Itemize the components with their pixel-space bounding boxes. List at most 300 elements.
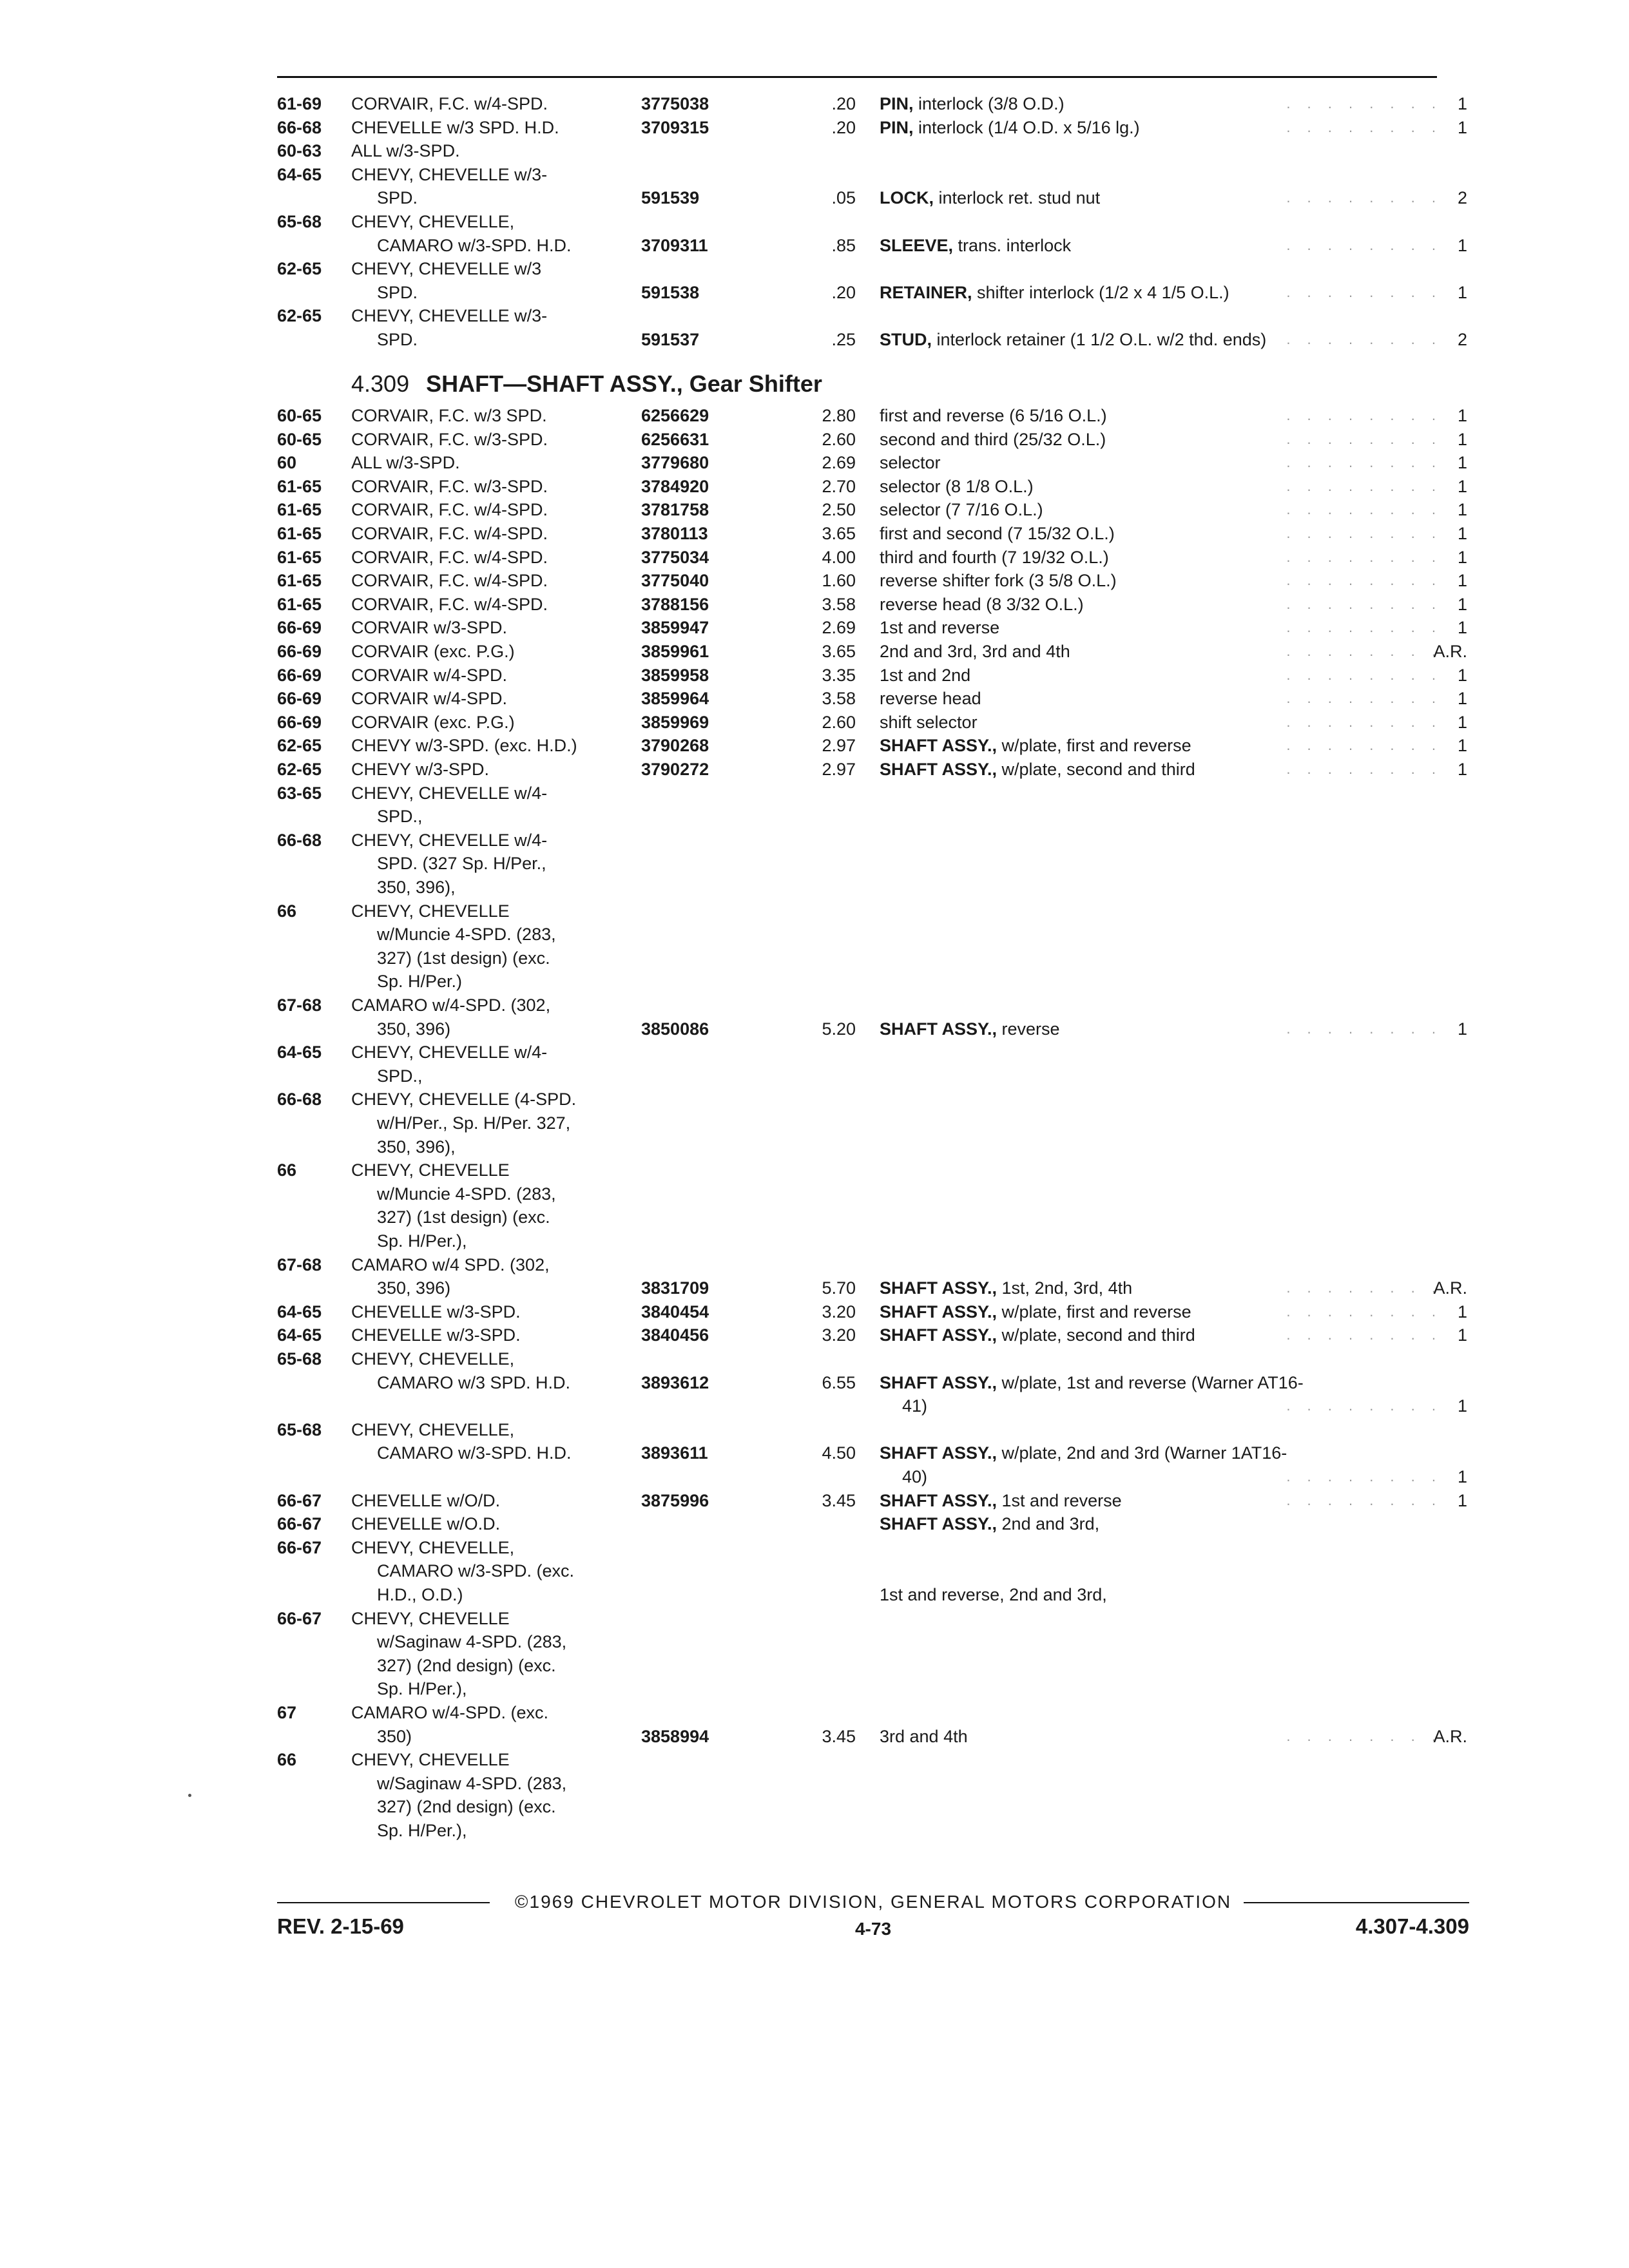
price: 3.58 bbox=[822, 689, 856, 709]
section-code: 4.309 bbox=[351, 370, 410, 397]
part-detail: 1st and reverse bbox=[997, 1490, 1122, 1510]
application: SPD., bbox=[377, 807, 423, 827]
leader-dots: . . . . . . . . bbox=[1286, 713, 1442, 730]
part-number: 3709311 bbox=[641, 235, 708, 255]
part-description bbox=[880, 711, 978, 733]
table-row bbox=[0, 428, 1629, 450]
part-name: RETAINER, bbox=[880, 282, 972, 302]
part-number: 3709315 bbox=[641, 117, 709, 137]
model-years: 64-65 bbox=[277, 1043, 322, 1062]
table-row bbox=[0, 570, 1629, 591]
part-name: SHAFT ASSY., bbox=[880, 1325, 998, 1345]
part-description bbox=[880, 282, 1229, 303]
part-description bbox=[880, 329, 1266, 351]
application: SPD. bbox=[377, 188, 418, 208]
model-years: 64-65 bbox=[277, 164, 322, 184]
part-number: 3779680 bbox=[641, 453, 709, 473]
table-row bbox=[0, 829, 1629, 851]
part-number: 3780113 bbox=[641, 524, 708, 543]
leader-dots: . . . . . . . . bbox=[1286, 1492, 1442, 1508]
table-row bbox=[0, 1466, 1629, 1488]
copyright-footer bbox=[277, 1889, 1469, 1915]
price: 2.69 bbox=[822, 453, 856, 473]
application: CORVAIR (exc. P.G.) bbox=[351, 642, 515, 661]
table-row bbox=[0, 1277, 1629, 1299]
price: 3.58 bbox=[822, 594, 856, 614]
price: 2.97 bbox=[822, 736, 856, 756]
table-row bbox=[0, 1065, 1629, 1087]
quantity: 1 bbox=[1457, 594, 1467, 614]
model-years: 62-65 bbox=[277, 760, 322, 779]
table-row bbox=[0, 1702, 1629, 1724]
application: Sp. H/Per.), bbox=[377, 1821, 467, 1840]
table-row bbox=[0, 1820, 1629, 1841]
part-name: SLEEVE, bbox=[880, 235, 954, 255]
part-detail: reverse shifter fork (3 5/8 O.L.) bbox=[880, 571, 1117, 591]
part-number: 591539 bbox=[641, 188, 700, 208]
price: 2.70 bbox=[822, 476, 856, 496]
table-row bbox=[0, 1018, 1629, 1040]
application: CORVAIR, F.C. w/4-SPD. bbox=[351, 547, 548, 567]
application: w/Saginaw 4-SPD. (283, bbox=[377, 1773, 567, 1793]
model-years: 61-65 bbox=[277, 571, 322, 591]
application: CAMARO w/3 SPD. H.D. bbox=[377, 1372, 571, 1392]
application: 350) bbox=[377, 1726, 412, 1746]
application: CHEVY, CHEVELLE bbox=[351, 1160, 510, 1180]
table-row bbox=[0, 758, 1629, 780]
part-name: PIN, bbox=[880, 117, 914, 137]
model-years: 62-65 bbox=[277, 736, 322, 756]
model-years: 66-67 bbox=[277, 1490, 322, 1510]
quantity: 1 bbox=[1457, 235, 1467, 255]
part-description bbox=[880, 735, 1191, 756]
application: 350, 396), bbox=[377, 878, 456, 897]
table-row bbox=[0, 735, 1629, 756]
model-years: 65-68 bbox=[277, 212, 322, 231]
table-row bbox=[0, 805, 1629, 827]
leader-dots: . . . . . . . . bbox=[1286, 619, 1442, 636]
quantity: 1 bbox=[1457, 736, 1467, 756]
application: 350, 396), bbox=[377, 1137, 456, 1157]
part-name: SHAFT ASSY., bbox=[880, 736, 998, 756]
part-description bbox=[880, 405, 1107, 427]
price: 2.97 bbox=[822, 760, 856, 779]
table-row bbox=[0, 140, 1629, 162]
model-years: 60-63 bbox=[277, 141, 322, 161]
table-row bbox=[0, 1112, 1629, 1134]
leader-dots: . . . . . . . . bbox=[1286, 737, 1442, 754]
part-description bbox=[880, 617, 999, 639]
model-years: 63-65 bbox=[277, 783, 322, 803]
model-years: 66-67 bbox=[277, 1537, 322, 1557]
application: SPD., bbox=[377, 1066, 423, 1086]
leader-dots: . . . . . . . . bbox=[1286, 236, 1442, 253]
part-description bbox=[880, 452, 941, 474]
model-years: 67-68 bbox=[277, 1254, 322, 1274]
application: CHEVY, CHEVELLE w/3- bbox=[351, 164, 548, 184]
part-detail: first and second (7 15/32 O.L.) bbox=[880, 524, 1115, 543]
leader-dots: . . . . . . . . bbox=[1286, 595, 1442, 612]
part-detail: first and reverse (6 5/16 O.L.) bbox=[880, 406, 1107, 425]
application: 327) (1st design) (exc. bbox=[377, 1207, 550, 1227]
model-years: 62-65 bbox=[277, 306, 322, 326]
price: .20 bbox=[831, 117, 856, 137]
part-description bbox=[880, 1277, 1132, 1299]
table-row bbox=[0, 499, 1629, 521]
price: 1.60 bbox=[822, 571, 856, 591]
part-name: SHAFT ASSY., bbox=[880, 1019, 998, 1039]
table-row bbox=[0, 1254, 1629, 1276]
part-number: 3850086 bbox=[641, 1019, 709, 1039]
quantity: 1 bbox=[1457, 1467, 1467, 1486]
table-row bbox=[0, 1159, 1629, 1181]
section-range: 4.307-4.309 bbox=[1355, 1914, 1469, 1938]
application: 350, 396) bbox=[377, 1278, 451, 1298]
part-name: SHAFT ASSY., bbox=[880, 760, 998, 779]
part-description bbox=[880, 428, 1106, 450]
price: 3.35 bbox=[822, 665, 856, 685]
part-name: SHAFT ASSY., bbox=[880, 1443, 998, 1463]
part-description bbox=[880, 1018, 1060, 1040]
part-description bbox=[880, 235, 1071, 256]
table-row bbox=[0, 476, 1629, 497]
table-row bbox=[0, 117, 1629, 139]
application: CHEVELLE w/3-SPD. bbox=[351, 1325, 521, 1345]
table-row bbox=[0, 523, 1629, 544]
part-detail: selector bbox=[880, 453, 941, 473]
part-detail: third and fourth (7 19/32 O.L.) bbox=[880, 547, 1109, 567]
application: Sp. H/Per.), bbox=[377, 1231, 467, 1251]
table-row bbox=[0, 711, 1629, 733]
application: CAMARO w/3-SPD. H.D. bbox=[377, 235, 572, 255]
part-number: 3781758 bbox=[641, 500, 709, 520]
part-detail: reverse head bbox=[880, 689, 981, 709]
price: 3.20 bbox=[822, 1302, 856, 1321]
part-detail: selector (8 1/8 O.L.) bbox=[880, 476, 1034, 496]
application: CHEVY, CHEVELLE bbox=[351, 1608, 510, 1628]
leader-dots: . . . . . . . . bbox=[1286, 1468, 1442, 1485]
application: CHEVY, CHEVELLE bbox=[351, 901, 510, 921]
price: 5.20 bbox=[822, 1019, 856, 1039]
part-description bbox=[880, 1301, 1191, 1323]
price: 2.50 bbox=[822, 500, 856, 520]
part-detail: 1st and 2nd bbox=[880, 665, 971, 685]
part-number: 591537 bbox=[641, 330, 700, 349]
page-footer bbox=[277, 1912, 1469, 1941]
part-description bbox=[880, 640, 1070, 662]
quantity: 1 bbox=[1457, 476, 1467, 496]
table-row bbox=[0, 1348, 1629, 1370]
application: 327) (2nd design) (exc. bbox=[377, 1797, 556, 1817]
quantity: 1 bbox=[1457, 547, 1467, 567]
leader-dots: . . . . . . . . bbox=[1286, 1327, 1442, 1343]
table-row bbox=[0, 1513, 1629, 1535]
application: CHEVY, CHEVELLE, bbox=[351, 1419, 515, 1439]
application: CHEVY, CHEVELLE w/4- bbox=[351, 1043, 548, 1062]
application: CORVAIR, F.C. w/3-SPD. bbox=[351, 429, 548, 449]
table-row bbox=[0, 593, 1629, 615]
table-row bbox=[0, 994, 1629, 1016]
quantity: 1 bbox=[1457, 429, 1467, 449]
part-detail: w/plate, 1st and reverse (Warner AT16- bbox=[997, 1372, 1304, 1392]
part-description bbox=[880, 546, 1109, 568]
model-years: 66-69 bbox=[277, 618, 322, 638]
application: Sp. H/Per.), bbox=[377, 1679, 467, 1699]
table-row bbox=[0, 1608, 1629, 1629]
part-description bbox=[880, 1372, 1304, 1394]
part-number: 3840456 bbox=[641, 1325, 709, 1345]
quantity: 1 bbox=[1457, 689, 1467, 709]
table-row bbox=[0, 329, 1629, 351]
application: SPD. (327 Sp. H/Per., bbox=[377, 854, 546, 874]
leader-dots: . . . . . . . . bbox=[1286, 643, 1442, 659]
model-years: 67 bbox=[277, 1703, 297, 1722]
table-row bbox=[0, 1584, 1629, 1606]
table-row bbox=[0, 947, 1629, 969]
leader-dots: . . . . . . . . bbox=[1286, 501, 1442, 518]
part-description bbox=[880, 523, 1115, 544]
table-row bbox=[0, 1419, 1629, 1441]
application: CORVAIR, F.C. w/4-SPD. bbox=[351, 94, 548, 113]
table-row bbox=[0, 546, 1629, 568]
table-row bbox=[0, 282, 1629, 303]
part-number: 3859958 bbox=[641, 665, 709, 685]
leader-dots: . . . . . . . . bbox=[1286, 548, 1442, 565]
quantity: A.R. bbox=[1433, 642, 1467, 661]
part-description bbox=[880, 1584, 1107, 1606]
model-years: 61-69 bbox=[277, 94, 322, 113]
revision-date: REV. 2-15-69 bbox=[277, 1914, 404, 1938]
part-number: 6256629 bbox=[641, 406, 709, 425]
table-row bbox=[0, 93, 1629, 115]
price: .20 bbox=[831, 94, 856, 113]
quantity: 2 bbox=[1457, 330, 1467, 349]
part-detail: 1st and reverse bbox=[880, 618, 1000, 638]
model-years: 66 bbox=[277, 901, 297, 921]
application: CHEVELLE w/3-SPD. bbox=[351, 1302, 521, 1321]
part-description bbox=[880, 93, 1065, 115]
part-detail: w/plate, 2nd and 3rd (Warner 1AT16- bbox=[997, 1443, 1287, 1463]
table-row bbox=[0, 1088, 1629, 1110]
leader-dots: . . . . . . . . bbox=[1286, 189, 1442, 206]
quantity: A.R. bbox=[1433, 1278, 1467, 1298]
part-number: 3775034 bbox=[641, 547, 709, 567]
table-row bbox=[0, 1490, 1629, 1512]
part-name: SHAFT ASSY., bbox=[880, 1372, 998, 1392]
part-detail: w/plate, first and reverse bbox=[997, 1302, 1191, 1321]
model-years: 61-65 bbox=[277, 500, 322, 520]
table-row bbox=[0, 876, 1629, 898]
model-years: 66-67 bbox=[277, 1514, 322, 1534]
part-description bbox=[880, 117, 1140, 139]
quantity: 1 bbox=[1457, 117, 1467, 137]
part-number: 3875996 bbox=[641, 1490, 709, 1510]
part-detail: interlock retainer (1 1/2 O.L. w/2 thd. ends) bbox=[932, 330, 1267, 349]
leader-dots: . . . . . . . . bbox=[1286, 1280, 1442, 1296]
table-row bbox=[0, 211, 1629, 233]
model-years: 62-65 bbox=[277, 259, 322, 279]
section-title: SHAFT—SHAFT ASSY., Gear Shifter bbox=[426, 370, 822, 397]
part-number: 3790268 bbox=[641, 736, 709, 756]
table-row bbox=[0, 1183, 1629, 1205]
price: .25 bbox=[831, 330, 856, 349]
model-years: 66 bbox=[277, 1160, 297, 1180]
price: 3.45 bbox=[822, 1726, 856, 1746]
table-row bbox=[0, 970, 1629, 992]
part-detail: 3rd and 4th bbox=[880, 1726, 968, 1746]
model-years: 66 bbox=[277, 1750, 297, 1770]
part-number: 3859961 bbox=[641, 642, 709, 661]
table-row bbox=[0, 1442, 1629, 1464]
quantity: 1 bbox=[1457, 282, 1467, 302]
price: 3.20 bbox=[822, 1325, 856, 1345]
quantity: 2 bbox=[1457, 188, 1467, 208]
table-row bbox=[0, 405, 1629, 427]
application: SPD. bbox=[377, 282, 418, 302]
application: CHEVY, CHEVELLE (4-SPD. bbox=[351, 1090, 577, 1110]
part-description bbox=[880, 187, 1100, 209]
leader-dots: . . . . . . . . bbox=[1286, 331, 1442, 347]
part-number: 3831709 bbox=[641, 1278, 709, 1298]
price: 3.45 bbox=[822, 1490, 856, 1510]
model-years: 61-65 bbox=[277, 594, 322, 614]
table-row bbox=[0, 1301, 1629, 1323]
copyright-text: ©1969 CHEVROLET MOTOR DIVISION, GENERAL MOTORS CORPORATION bbox=[514, 1892, 1232, 1912]
part-detail: 1st and reverse, 2nd and 3rd, bbox=[880, 1585, 1107, 1604]
leader-dots: . . . . . . . . bbox=[1286, 477, 1442, 494]
application: CHEVY, CHEVELLE w/3 bbox=[351, 259, 542, 279]
table-row bbox=[0, 1537, 1629, 1559]
price: 5.70 bbox=[822, 1278, 856, 1298]
part-number: 3858994 bbox=[641, 1726, 709, 1746]
price: 3.65 bbox=[822, 524, 856, 543]
model-years: 61-65 bbox=[277, 524, 322, 543]
part-detail: shift selector bbox=[880, 712, 978, 732]
part-description bbox=[880, 1513, 1099, 1535]
price: 4.50 bbox=[822, 1443, 856, 1463]
part-detail: shifter interlock (1/2 x 4 1/5 O.L.) bbox=[972, 282, 1229, 302]
model-years: 60-65 bbox=[277, 429, 322, 449]
price: 2.80 bbox=[822, 406, 856, 425]
quantity: 1 bbox=[1457, 524, 1467, 543]
part-name: SHAFT ASSY., bbox=[880, 1490, 998, 1510]
application: 350, 396) bbox=[377, 1019, 451, 1039]
table-row bbox=[0, 1230, 1629, 1252]
application: CORVAIR, F.C. w/3-SPD. bbox=[351, 476, 548, 496]
table-row bbox=[0, 782, 1629, 804]
quantity: 1 bbox=[1457, 1019, 1467, 1039]
table-row bbox=[0, 664, 1629, 686]
table-row bbox=[0, 1206, 1629, 1228]
application: CAMARO w/4 SPD. (302, bbox=[351, 1254, 550, 1274]
part-description bbox=[880, 664, 970, 686]
leader-dots: . . . . . . . . bbox=[1286, 119, 1442, 135]
application: CAMARO w/3-SPD. H.D. bbox=[377, 1443, 572, 1463]
part-number: 3775038 bbox=[641, 94, 709, 113]
leader-dots: . . . . . . . . bbox=[1286, 572, 1442, 589]
model-years: 66-68 bbox=[277, 117, 322, 137]
application: CORVAIR, F.C. w/4-SPD. bbox=[351, 571, 548, 591]
price: 4.00 bbox=[822, 547, 856, 567]
application: 327) (2nd design) (exc. bbox=[377, 1655, 556, 1675]
model-years: 67-68 bbox=[277, 995, 322, 1015]
quantity: 1 bbox=[1457, 1302, 1467, 1321]
table-row bbox=[0, 1041, 1629, 1063]
quantity: 1 bbox=[1457, 406, 1467, 425]
part-detail: reverse head (8 3/32 O.L.) bbox=[880, 594, 1084, 614]
model-years: 64-65 bbox=[277, 1325, 322, 1345]
part-detail: second and third (25/32 O.L.) bbox=[880, 429, 1106, 449]
part-description bbox=[880, 687, 981, 709]
leader-dots: . . . . . . . . bbox=[1286, 1398, 1442, 1414]
application: w/Saginaw 4-SPD. (283, bbox=[377, 1632, 567, 1652]
part-description bbox=[880, 1725, 968, 1747]
quantity: 1 bbox=[1457, 665, 1467, 685]
model-years: 61-65 bbox=[277, 547, 322, 567]
quantity: 1 bbox=[1457, 94, 1467, 113]
leader-dots: . . . . . . . . bbox=[1286, 407, 1442, 423]
part-detail: interlock (1/4 O.D. x 5/16 lg.) bbox=[913, 117, 1140, 137]
leader-dots: . . . . . . . . bbox=[1286, 690, 1442, 707]
leader-dots: . . . . . . . . bbox=[1286, 761, 1442, 777]
price: .85 bbox=[831, 235, 856, 255]
part-number: 3784920 bbox=[641, 476, 709, 496]
table-row bbox=[0, 1136, 1629, 1158]
application: CHEVY w/3-SPD. bbox=[351, 760, 490, 779]
quantity: A.R. bbox=[1433, 1726, 1467, 1746]
model-years: 60 bbox=[277, 453, 297, 473]
application: Sp. H/Per.) bbox=[377, 972, 463, 992]
part-detail: interlock (3/8 O.D.) bbox=[913, 94, 1065, 113]
part-detail: 2nd and 3rd, bbox=[997, 1514, 1100, 1534]
table-row bbox=[0, 258, 1629, 280]
application: H.D., O.D.) bbox=[377, 1585, 463, 1604]
part-number: 3859969 bbox=[641, 712, 709, 732]
part-description bbox=[880, 1324, 1195, 1346]
application: CHEVY, CHEVELLE w/4- bbox=[351, 783, 548, 803]
part-name: SHAFT ASSY., bbox=[880, 1302, 998, 1321]
application: CHEVY, CHEVELLE, bbox=[351, 1349, 515, 1369]
application: CAMARO w/4-SPD. (302, bbox=[351, 995, 551, 1015]
part-description bbox=[880, 570, 1117, 591]
table-row bbox=[0, 923, 1629, 945]
price: 3.65 bbox=[822, 642, 856, 661]
model-years: 66-68 bbox=[277, 1090, 322, 1110]
price: 2.60 bbox=[822, 429, 856, 449]
quantity: 1 bbox=[1457, 571, 1467, 591]
table-row bbox=[0, 235, 1629, 256]
part-detail: 2nd and 3rd, 3rd and 4th bbox=[880, 642, 1070, 661]
part-detail: trans. interlock bbox=[953, 235, 1072, 255]
part-detail: 1st, 2nd, 3rd, 4th bbox=[997, 1278, 1133, 1298]
application: CAMARO w/4-SPD. (exc. bbox=[351, 1703, 549, 1722]
leader-dots: . . . . . . . . bbox=[1286, 1727, 1442, 1744]
table-row bbox=[0, 1372, 1629, 1394]
model-years: 64-65 bbox=[277, 1302, 322, 1321]
application: w/Muncie 4-SPD. (283, bbox=[377, 925, 556, 945]
table-row bbox=[0, 1324, 1629, 1346]
table-row bbox=[0, 1773, 1629, 1794]
application: CHEVY, CHEVELLE, bbox=[351, 1537, 515, 1557]
table-row bbox=[0, 617, 1629, 639]
part-description bbox=[880, 499, 1043, 521]
leader-dots: . . . . . . . . bbox=[1286, 666, 1442, 683]
application: CORVAIR, F.C. w/4-SPD. bbox=[351, 500, 548, 520]
model-years: 61-65 bbox=[277, 476, 322, 496]
part-number: 3859947 bbox=[641, 618, 709, 638]
model-years: 66-69 bbox=[277, 689, 322, 709]
part-name: LOCK, bbox=[880, 188, 934, 208]
